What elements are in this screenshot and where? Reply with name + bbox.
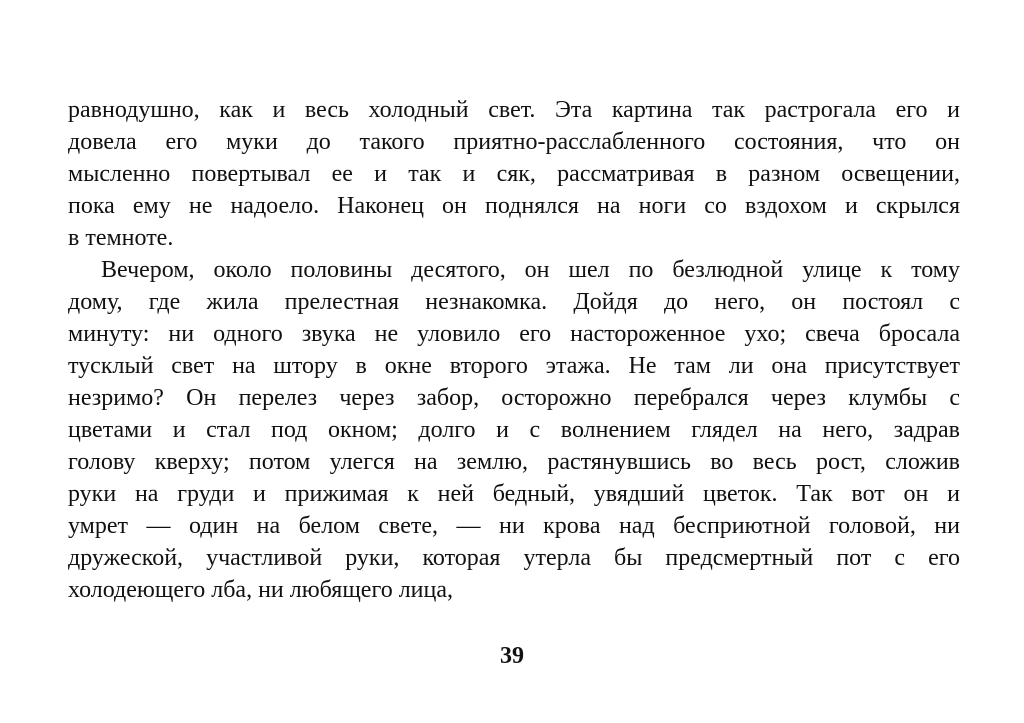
- text-line: умрет — один на белом свете, — ни крова над бесприютной головой, ни: [68, 513, 960, 539]
- text-line: дружеской, участливой руки, которая утерла бы предсмертный пот с его: [68, 545, 960, 571]
- text-line: руки на груди и прижимая к ней бедный, увядший цветок. Так вот он и: [68, 481, 960, 507]
- text-line: Вечером, около половины десятого, он шел по безлюдной улице к тому: [101, 257, 960, 283]
- text-line: мысленно повертывал ее и так и сяк, рассматривая в разном освещении,: [68, 161, 960, 187]
- text-line: пока ему не надоело. Наконец он поднялся на ноги со вздохом и скрылся: [68, 193, 960, 219]
- text-line: в темноте.: [68, 225, 174, 251]
- body-text: [68, 94, 960, 606]
- text-line: равнодушно, как и весь холодный свет. Эта картина так растрогала его и: [68, 97, 960, 123]
- text-line: довела его муки до такого приятно-расслабленного состояния, что он: [68, 129, 960, 155]
- text-line: холодеющего лба, ни любящего лица,: [68, 577, 454, 603]
- text-line: цветами и стал под окном; долго и с волнением глядел на него, задрав: [68, 417, 960, 443]
- paragraph-1: [68, 94, 960, 254]
- text-line: незримо? Он перелез через забор, осторожно перебрался через клумбы с: [68, 385, 960, 411]
- text-line: голову кверху; потом улегся на землю, растянувшись во весь рост, сложив: [68, 449, 960, 475]
- page-number: 39: [500, 643, 524, 669]
- paragraph-2: [68, 254, 960, 606]
- text-line: минуту: ни одного звука не уловило его настороженное ухо; свеча бросала: [68, 321, 960, 347]
- text-line: тусклый свет на штору в окне второго этажа. Не там ли она присутствует: [68, 353, 960, 379]
- text-line: дому, где жила прелестная незнакомка. Дойдя до него, он постоял с: [68, 289, 960, 315]
